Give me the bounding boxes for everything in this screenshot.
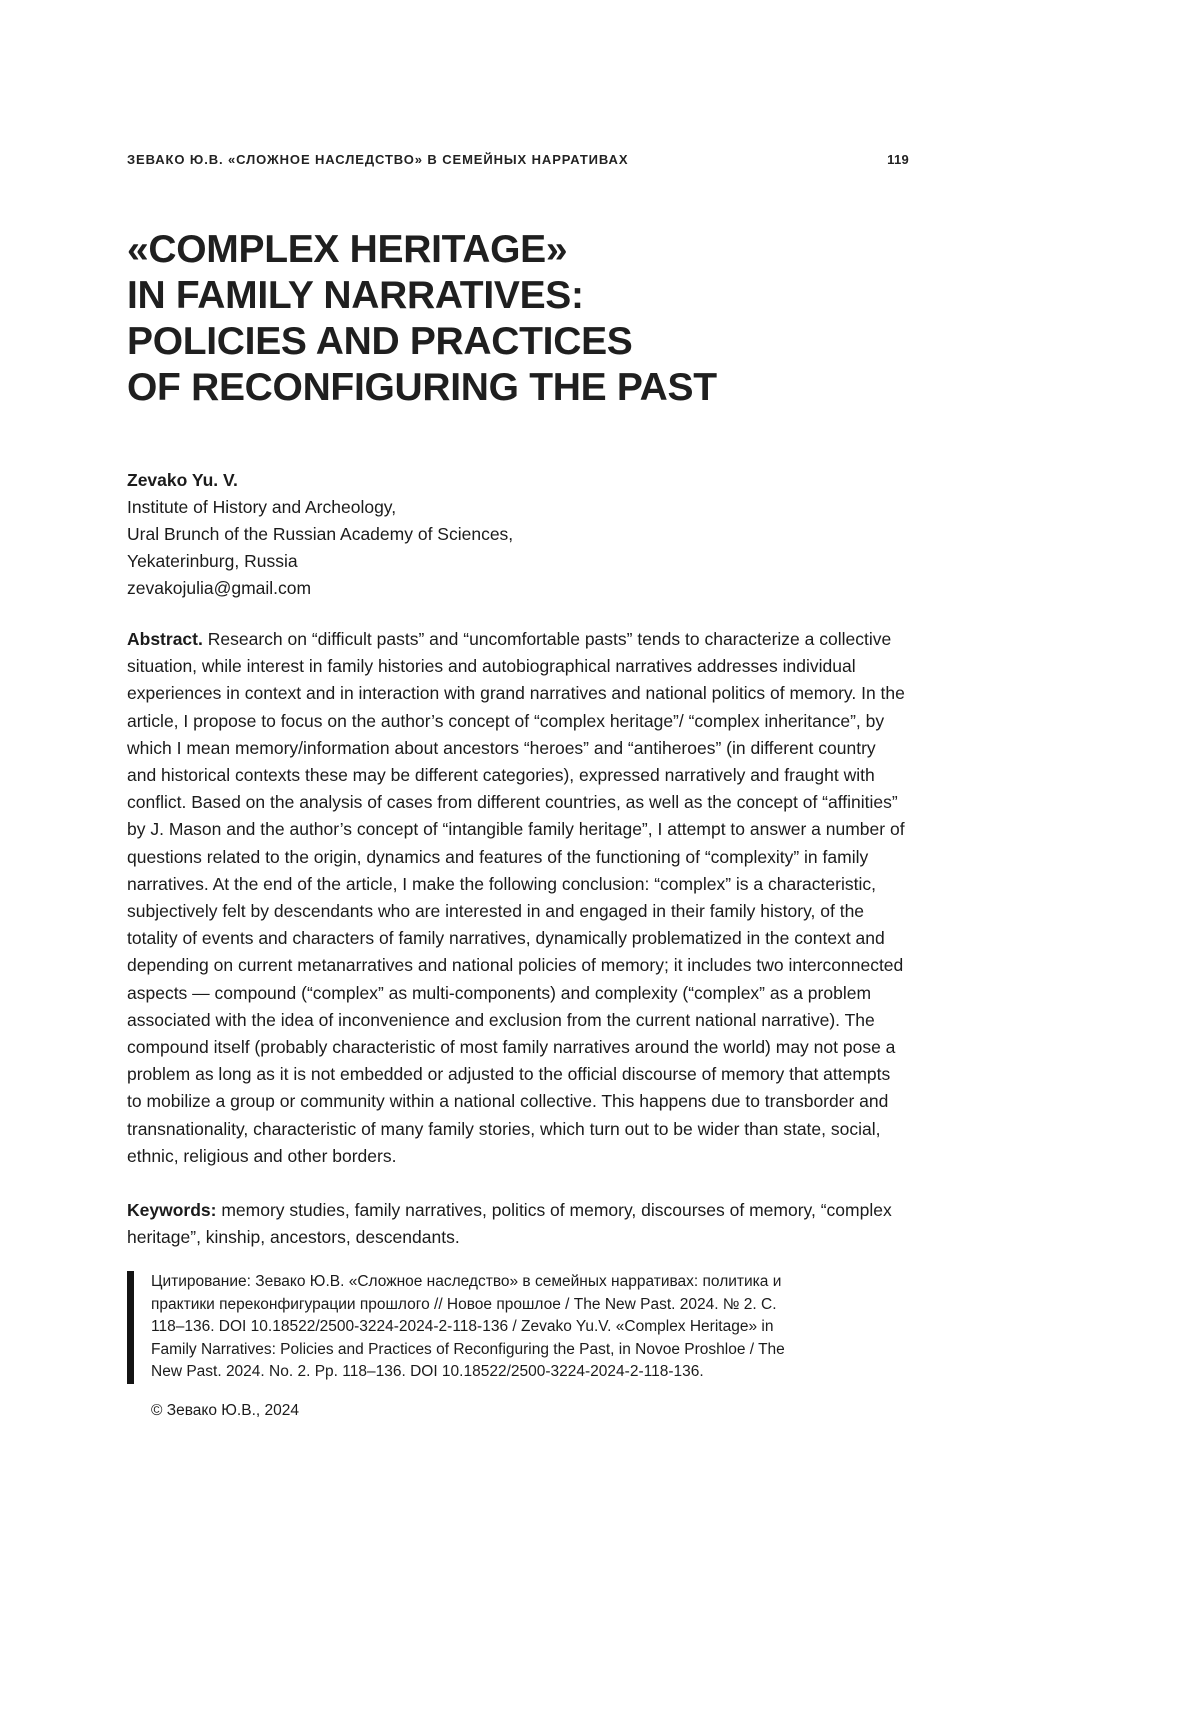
article-title-line: OF RECONFIGURING THE PAST (127, 366, 717, 409)
article-title-line: IN FAMILY NARRATIVES: (127, 274, 584, 317)
article-title-line: «COMPLEX HERITAGE» (127, 228, 568, 271)
citation-text: Цитирование: Зевако Ю.В. «Сложное наследство» в семейных нарративах: политика и практики переконфигурации прошлого // Новое прошлое / The New Past. 2024. № 2. С. 118–136. DOI 10.18522/2500-3224-2024-2-118-136 / Zevako Yu.V. «Complex Heritage» in Family Narratives: Policies and Practices of Reconfiguring the Past, in Novoe Proshloe / The New Past. 2024. No. 2. Pp. 118–136. DOI 10.18522/2500-3224-2024-2-118-136. (151, 1273, 785, 1381)
citation-accent-bar (127, 1271, 134, 1384)
page-content (127, 152, 909, 1422)
article-title-line: POLICIES AND PRACTICES (127, 320, 633, 363)
author-email: zevakojulia@gmail.com (127, 578, 312, 598)
running-head (127, 152, 909, 167)
author-affiliation-line: Ural Brunch of the Russian Academy of Sciences, (127, 524, 514, 544)
keywords-text: memory studies, family narratives, politics of memory, discourses of memory, “complex heritage”, kinship, ancestors, descendants. (127, 1200, 892, 1248)
copyright-line: © Зевако Ю.В., 2024 (151, 1401, 299, 1419)
author-affiliation-line: Yekaterinburg, Russia (127, 551, 298, 571)
keywords-label: Keywords: (127, 1200, 217, 1221)
author-name: Zevako Yu. V. (127, 470, 238, 490)
keywords-paragraph (127, 1197, 909, 1251)
article-title (127, 227, 909, 411)
abstract-label: Abstract. (127, 629, 203, 649)
abstract-text: Research on “difficult pasts” and “uncomfortable pasts” tends to characterize a collective situation, while interest in family histories and autobiographical narratives addresses individual experiences in context and in interaction with grand narratives and national politics of memory. In the article, I propose to focus on the author’s concept of “complex heritage”/ “complex inheritance”, by which I mean memory/information about ancestors “heroes” and “antiheroes” (in different country and historical contexts these may be different categories), expressed narratively and fraught with conflict. Based on the analysis of cases from different countries, as well as the concept of “affinities” by J. Mason and the author’s concept of “intangible family heritage”, I attempt to answer a number of questions related to the origin, dynamics and features of the functioning of “complexity” in family narratives. At the end of the article, I make the following conclusion: “complex” is a characteristic, subjectively felt by descendants who are interested in and engaged in their family history, of the totality of events and characters of family narratives, dynamically problematized in the context and depending on current metanarratives and national policies of memory; it includes two interconnected aspects — compound (“complex” as multi-components) and complexity (“complex” as a problem associated with the idea of inconvenience and exclusion from the current national narrative). The compound itself (probably characteristic of most family narratives around the world) may not pose a problem as long as it is not embedded or adjusted to the official discourse of memory that attempts to mobilize a group or community within a national collective. This happens due to transborder and transnationality, characteristic of many family stories, which turn out to be wider than state, social, ethnic, religious and other borders. (127, 629, 905, 1166)
author-affiliation-line: Institute of History and Archeology, (127, 497, 397, 517)
abstract-paragraph (127, 626, 909, 1170)
page-number: 119 (887, 152, 909, 167)
author-block (127, 467, 909, 602)
running-head-title: ЗЕВАКО Ю.В. «СЛОЖНОЕ НАСЛЕДСТВО» В СЕМЕЙНЫХ НАРРАТИВАХ (127, 152, 629, 167)
citation-block (127, 1271, 909, 1384)
